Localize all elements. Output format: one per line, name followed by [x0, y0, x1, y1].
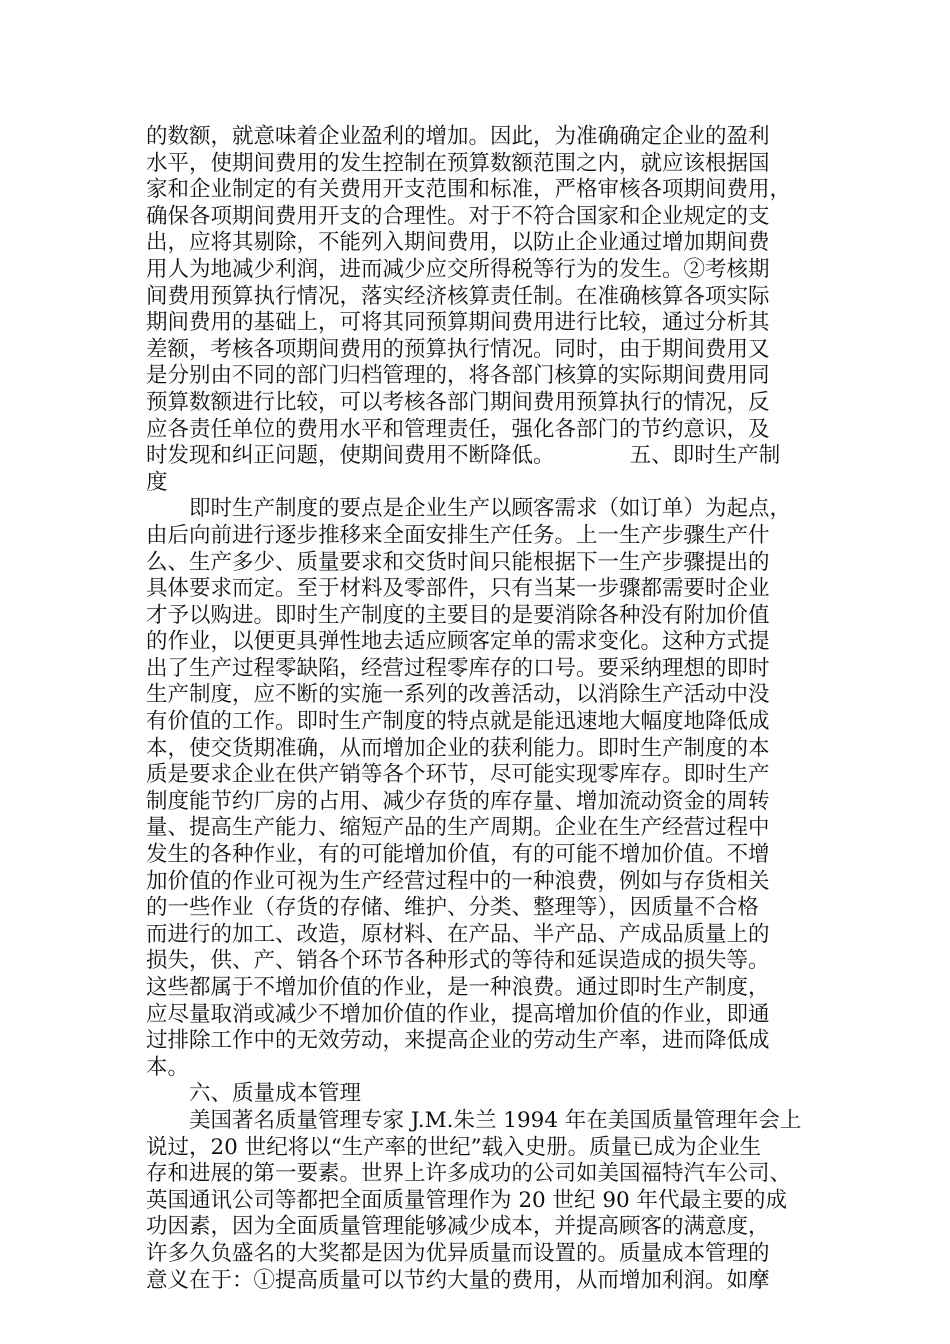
text-line: 本。 [146, 1054, 190, 1080]
text-line: 制度能节约厂房的占用、减少存货的库存量、增加流动资金的周转 [146, 788, 770, 814]
text-line: 质是要求企业在供产销等各个环节，尽可能实现零库存。即时生产 [146, 762, 770, 788]
text-line: 发生的各种作业，有的可能增加价值，有的可能不增加价值。不增 [146, 842, 770, 868]
text-line: 功因素，因为全面质量管理能够减少成本，并提高顾客的满意度， [146, 1214, 770, 1240]
text-line: 家和企业制定的有关费用开支范围和标准，严格审核各项期间费用， [146, 177, 792, 203]
text-line: 六、质量成本管理 [146, 1081, 362, 1107]
text-line: 美国著名质量管理专家 J.M.朱兰 1994 年在美国质量管理年会上 [146, 1107, 802, 1133]
text-line: 是分别由不同的部门归档管理的，将各部门核算的实际期间费用同 [146, 363, 770, 389]
text-line: 过排除工作中的无效劳动，来提高企业的劳动生产率，进而降低成 [146, 1028, 770, 1054]
text-line: 用人为地减少利润，进而减少应交所得税等行为的发生。②考核期 [146, 256, 770, 282]
text-line: 的一些作业（存货的存储、维护、分类、整理等），因质量不合格 [146, 895, 759, 921]
text-line: 应尽量取消或减少不增加价值的作业，提高增加价值的作业，即通 [146, 1001, 770, 1027]
text-line: 加价值的作业可视为生产经营过程中的一种浪费，例如与存货相关 [146, 868, 770, 894]
text-line: 量、提高生产能力、缩短产品的生产周期。企业在生产经营过程中 [146, 815, 770, 841]
text-line: 差额，考核各项期间费用的预算执行情况。同时，由于期间费用又 [146, 336, 770, 362]
text-line: 时发现和纠正问题，使期间费用不断降低。 五、即时生产制 [146, 443, 781, 469]
text-line: 存和进展的第一要素。世界上许多成功的公司如美国福特汽车公司、 [146, 1161, 792, 1187]
text-line: 具体要求而定。至于材料及零部件，只有当某一步骤都需要时企业 [146, 576, 770, 602]
text-line: 说过，20 世纪将以“生产率的世纪”载入史册。质量已成为企业生 [146, 1134, 762, 1160]
text-line: 期间费用的基础上，可将其同预算期间费用进行比较，通过分析其 [146, 310, 770, 336]
text-line: 出了生产过程零缺陷，经营过程零库存的口号。要采纳理想的即时 [146, 655, 770, 681]
text-line: 英国通讯公司等都把全面质量管理作为 20 世纪 90 年代最主要的成 [146, 1187, 788, 1213]
text-line: 出，应将其剔除，不能列入期间费用，以防止企业通过增加期间费 [146, 230, 770, 256]
text-line: 生产制度，应不断的实施一系列的改善活动，以消除生产活动中没 [146, 682, 770, 708]
document-body [146, 124, 806, 1294]
text-line: 这些都属于不增加价值的作业，是一种浪费。通过即时生产制度， [146, 975, 770, 1000]
text-line: 由后向前进行逐步推移来全面安排生产任务。上一生产步骤生产什 [146, 522, 770, 548]
text-line: 水平，使期间费用的发生控制在预算数额范围之内，就应该根据国 [146, 150, 770, 176]
text-line: 即时生产制度的要点是企业生产以顾客需求（如订单）为起点， [146, 496, 792, 522]
text-line: 意义在于：①提高质量可以节约大量的费用，从而增加利润。如摩 [146, 1267, 770, 1293]
text-line: 的作业，以便更具弹性地去适应顾客定单的需求变化。这种方式提 [146, 629, 770, 655]
text-line: 本，使交货期准确，从而增加企业的获利能力。即时生产制度的本 [146, 735, 770, 761]
text-line: 而进行的加工、改造，原材料、在产品、半产品、产成品质量上的 [146, 921, 770, 947]
text-line: 的数额，就意味着企业盈利的增加。因此，为准确确定企业的盈利 [146, 124, 770, 149]
text-line: 间费用预算执行情况，落实经济核算责任制。在准确核算各项实际 [146, 283, 770, 309]
text-line: 许多久负盛名的大奖都是因为优异质量而设置的。质量成本管理的 [146, 1240, 770, 1266]
text-line: 度 [146, 469, 168, 495]
text-line: 确保各项期间费用开支的合理性。对于不符合国家和企业规定的支 [146, 203, 770, 229]
text-line: 预算数额进行比较，可以考核各部门期间费用预算执行的情况，反 [146, 389, 770, 415]
text-line: 应各责任单位的费用水平和管理责任，强化各部门的节约意识，及 [146, 416, 770, 442]
text-line: 么、生产多少、质量要求和交货时间只能根据下一生产步骤提出的 [146, 549, 770, 575]
text-line: 才予以购进。即时生产制度的主要目的是要消除各种没有附加价值 [146, 602, 770, 628]
text-line: 损失，供、产、销各个环节各种形式的等待和延误造成的损失等。 [146, 948, 770, 974]
text-line: 有价值的工作。即时生产制度的特点就是能迅速地大幅度地降低成 [146, 709, 770, 735]
